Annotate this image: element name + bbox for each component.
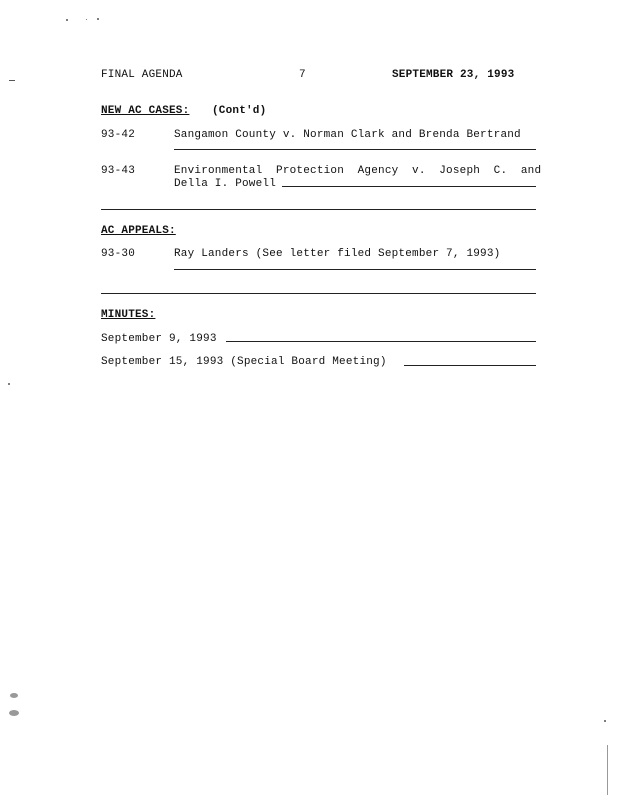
appeal-rule bbox=[174, 269, 536, 270]
header-title: FINAL AGENDA bbox=[101, 69, 183, 81]
section-heading-contd: (Cont'd) bbox=[212, 105, 267, 117]
case-title-continued: Della I. Powell bbox=[174, 178, 277, 190]
scan-speck bbox=[97, 18, 99, 20]
section-separator-rule bbox=[101, 293, 536, 294]
minutes-item: September 15, 1993 (Special Board Meeting) bbox=[101, 356, 387, 368]
section-heading-new-ac-cases: NEW AC CASES: bbox=[101, 105, 190, 117]
minutes-rule bbox=[226, 341, 536, 342]
minutes-rule bbox=[404, 365, 536, 366]
scan-speck bbox=[10, 693, 18, 698]
case-rule bbox=[282, 186, 536, 187]
appeal-title: Ray Landers (See letter filed September 7, 1993) bbox=[174, 248, 501, 260]
header-date: SEPTEMBER 23, 1993 bbox=[392, 69, 515, 81]
minutes-item: September 9, 1993 bbox=[101, 333, 217, 345]
header-page-number: 7 bbox=[299, 69, 306, 81]
case-title: Sangamon County v. Norman Clark and Brenda Bertrand bbox=[174, 129, 521, 141]
scan-edge-line bbox=[607, 745, 608, 795]
case-number: 93-42 bbox=[101, 129, 136, 141]
scan-speck bbox=[66, 19, 68, 21]
section-heading-minutes: MINUTES: bbox=[101, 309, 156, 321]
section-separator-rule bbox=[101, 209, 536, 210]
appeal-number: 93-30 bbox=[101, 248, 136, 260]
scan-speck bbox=[604, 720, 606, 722]
scan-speck bbox=[86, 19, 87, 20]
section-heading-ac-appeals: AC APPEALS: bbox=[101, 225, 176, 237]
case-rule bbox=[174, 149, 536, 150]
scan-speck bbox=[9, 710, 19, 716]
case-number: 93-43 bbox=[101, 165, 136, 177]
scan-speck bbox=[8, 383, 10, 385]
case-title: Environmental Protection Agency v. Joseph C. and bbox=[174, 165, 542, 177]
scan-speck bbox=[9, 80, 15, 81]
